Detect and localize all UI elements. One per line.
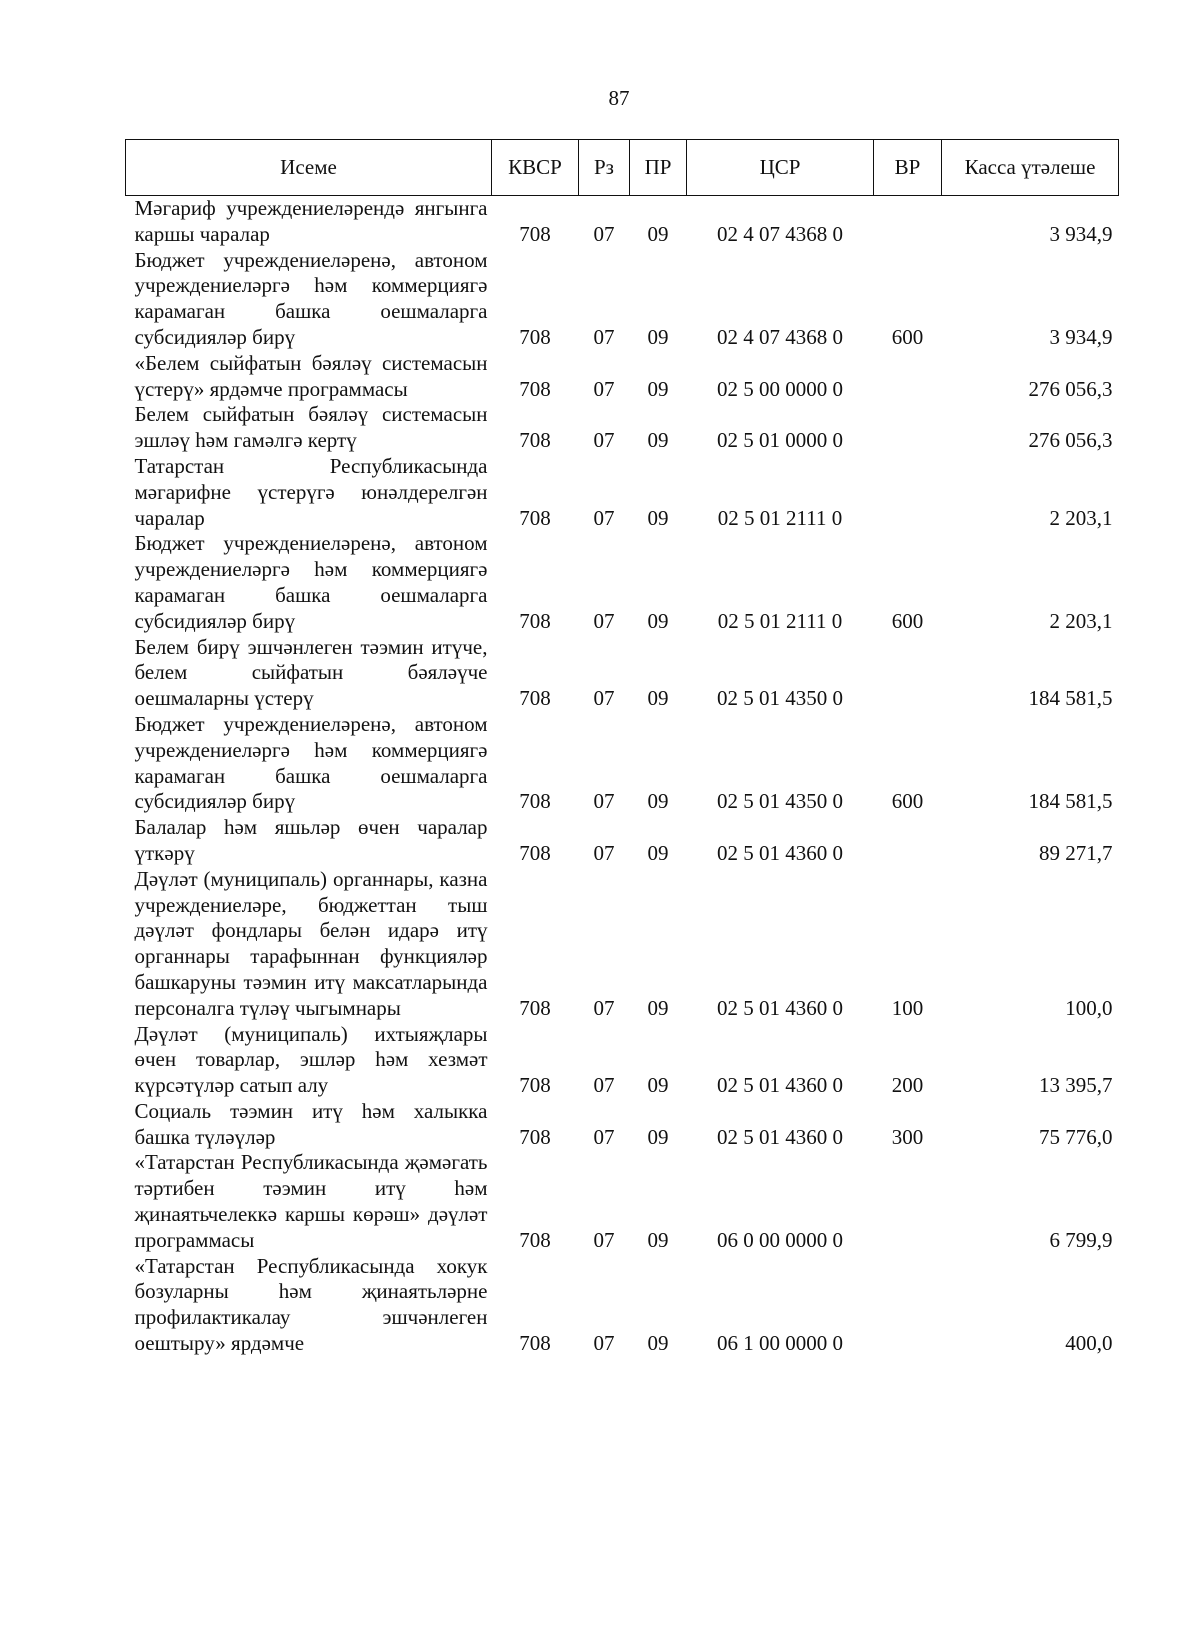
cell-sum: 276 056,3 bbox=[1028, 376, 1113, 401]
table-header bbox=[126, 140, 1119, 196]
cell-pr: 09 bbox=[647, 995, 669, 1020]
cell-kvsr: 708 bbox=[519, 376, 551, 401]
cell-pr: 09 bbox=[647, 221, 669, 246]
header-sum: Касса үтәлеше bbox=[942, 140, 1119, 196]
cell-sum: 184 581,5 bbox=[1028, 686, 1113, 711]
cell-pr: 09 bbox=[647, 376, 669, 401]
cell-vr bbox=[874, 1150, 942, 1253]
cell-kvsr: 708 bbox=[519, 428, 551, 453]
cell-vr bbox=[874, 454, 942, 531]
cell-csr: 06 1 00 0000 0 bbox=[717, 1331, 843, 1356]
cell-name: Бюджет учреждениеләренә, автоном учреждениеләргә һәм коммерциягә карамаган башка оешмаларга субсидияләр бирү bbox=[134, 247, 488, 349]
cell-rz: 07 bbox=[593, 840, 615, 865]
cell-vr: 600 bbox=[891, 789, 924, 814]
cell-pr: 09 bbox=[647, 840, 669, 865]
cell-name: Белем бирү эшчәнлеген тәэмин итүче, белем сыйфатын бәяләүче оешмаларны үстерү bbox=[134, 634, 488, 711]
cell-name: Дәүләт (муниципаль) ихтыяҗлары өчен товарлар, эшләр һәм хезмәт күрсәтүләр сатып алу bbox=[134, 1021, 488, 1098]
cell-name: Татарстан Республикасында мәгарифне үстерүгә юнәлдерелгән чаралар bbox=[134, 453, 488, 530]
table-row bbox=[126, 454, 1119, 531]
cell-rz: 07 bbox=[593, 686, 615, 711]
cell-pr: 09 bbox=[647, 686, 669, 711]
cell-name: Дәүләт (муниципаль) органнары, казна учреждениеләре, бюджеттан тыш дәүләт фондлары белән идарә итү органнары тарафыннан функцияләр башкаруны тәэмин итү максатларында персоналга түләү чыгымнары bbox=[134, 866, 488, 1020]
cell-kvsr: 708 bbox=[519, 505, 551, 530]
cell-pr: 09 bbox=[647, 1331, 669, 1356]
cell-name: «Татарстан Республикасында хокук бозуларны һәм җинаятьләрне профилактикалау эшчәнлеген оештыру» ярдәмче bbox=[134, 1253, 488, 1356]
table-row bbox=[126, 815, 1119, 867]
cell-csr: 02 5 01 4360 0 bbox=[717, 1073, 843, 1098]
cell-name: «Белем сыйфатын бәяләү системасын үстерү» ярдәмче программасы bbox=[134, 350, 488, 401]
table-row bbox=[126, 867, 1119, 1022]
cell-name: Балалар һәм яшьләр өчен чаралар үткәрү bbox=[134, 815, 488, 865]
cell-csr: 02 5 01 4360 0 bbox=[717, 1124, 843, 1149]
cell-rz: 07 bbox=[593, 789, 615, 814]
cell-sum: 3 934,9 bbox=[1049, 324, 1113, 349]
cell-rz: 07 bbox=[593, 1124, 615, 1149]
cell-pr: 09 bbox=[647, 1124, 669, 1149]
cell-pr: 09 bbox=[647, 1073, 669, 1098]
cell-csr: 02 4 07 4368 0 bbox=[717, 324, 843, 349]
header-rz: Рз bbox=[579, 140, 630, 196]
cell-sum: 75 776,0 bbox=[1039, 1124, 1113, 1149]
cell-csr: 02 5 01 2111 0 bbox=[717, 608, 843, 633]
cell-csr: 02 5 01 4360 0 bbox=[717, 840, 843, 865]
cell-pr: 09 bbox=[647, 505, 669, 530]
cell-kvsr: 708 bbox=[519, 221, 551, 246]
table-row bbox=[126, 635, 1119, 712]
cell-csr: 02 5 00 0000 0 bbox=[717, 376, 843, 401]
cell-csr: 02 5 01 4350 0 bbox=[717, 789, 843, 814]
cell-name: Бюджет учреждениеләренә, автоном учреждениеләргә һәм коммерциягә карамаган башка оешмаларга субсидияләр бирү bbox=[134, 711, 488, 814]
cell-sum: 2 203,1 bbox=[1049, 608, 1113, 633]
cell-kvsr: 708 bbox=[519, 1124, 551, 1149]
cell-vr bbox=[874, 635, 942, 712]
cell-rz: 07 bbox=[593, 1073, 615, 1098]
header-kvsr: КВСР bbox=[492, 140, 579, 196]
cell-vr: 300 bbox=[891, 1124, 924, 1149]
cell-kvsr: 708 bbox=[519, 1331, 551, 1356]
cell-csr: 06 0 00 0000 0 bbox=[717, 1227, 843, 1252]
cell-vr: 600 bbox=[891, 608, 924, 633]
cell-pr: 09 bbox=[647, 428, 669, 453]
cell-csr: 02 5 01 2111 0 bbox=[717, 505, 843, 530]
cell-sum: 400,0 bbox=[1065, 1331, 1113, 1356]
table-row bbox=[126, 351, 1119, 403]
cell-vr bbox=[874, 1254, 942, 1357]
cell-csr: 02 5 01 4360 0 bbox=[717, 995, 843, 1020]
cell-sum: 184 581,5 bbox=[1028, 789, 1113, 814]
table-row bbox=[126, 1254, 1119, 1357]
cell-vr bbox=[874, 351, 942, 403]
table-row bbox=[126, 1150, 1119, 1253]
cell-vr: 200 bbox=[891, 1073, 924, 1098]
table-row bbox=[126, 196, 1119, 248]
cell-csr: 02 5 01 0000 0 bbox=[717, 428, 843, 453]
header-name: Исеме bbox=[126, 140, 492, 196]
cell-rz: 07 bbox=[593, 995, 615, 1020]
cell-kvsr: 708 bbox=[519, 324, 551, 349]
cell-rz: 07 bbox=[593, 608, 615, 633]
table-row bbox=[126, 712, 1119, 815]
cell-sum: 3 934,9 bbox=[1049, 221, 1113, 246]
cell-rz: 07 bbox=[593, 428, 615, 453]
cell-name: Социаль тәэмин итү һәм халыкка башка түләүләр bbox=[134, 1098, 488, 1149]
table-row bbox=[126, 248, 1119, 351]
cell-pr: 09 bbox=[647, 1227, 669, 1252]
cell-csr: 02 4 07 4368 0 bbox=[717, 221, 843, 246]
cell-pr: 09 bbox=[647, 608, 669, 633]
table-row bbox=[126, 1099, 1119, 1151]
cell-kvsr: 708 bbox=[519, 1227, 551, 1252]
cell-rz: 07 bbox=[593, 221, 615, 246]
cell-csr: 02 5 01 4350 0 bbox=[717, 686, 843, 711]
header-vr: ВР bbox=[874, 140, 942, 196]
cell-kvsr: 708 bbox=[519, 608, 551, 633]
header-csr: ЦСР bbox=[687, 140, 874, 196]
cell-sum: 13 395,7 bbox=[1039, 1073, 1113, 1098]
cell-rz: 07 bbox=[593, 1227, 615, 1252]
budget-table bbox=[125, 139, 1119, 1357]
cell-vr bbox=[874, 815, 942, 867]
cell-sum: 6 799,9 bbox=[1049, 1227, 1113, 1252]
table-row bbox=[126, 531, 1119, 634]
cell-kvsr: 708 bbox=[519, 995, 551, 1020]
cell-kvsr: 708 bbox=[519, 1073, 551, 1098]
cell-vr: 600 bbox=[891, 324, 924, 349]
cell-rz: 07 bbox=[593, 1331, 615, 1356]
cell-vr bbox=[874, 196, 942, 248]
header-pr: ПР bbox=[630, 140, 687, 196]
cell-rz: 07 bbox=[593, 376, 615, 401]
cell-pr: 09 bbox=[647, 324, 669, 349]
cell-pr: 09 bbox=[647, 789, 669, 814]
table-row bbox=[126, 402, 1119, 454]
cell-name: «Татарстан Республикасында җәмәгать тәртибен тәэмин итү һәм җинаятьчелеккә каршы көрәш» дәүләт программасы bbox=[134, 1150, 488, 1252]
cell-vr: 100 bbox=[891, 995, 924, 1020]
cell-sum: 100,0 bbox=[1065, 995, 1113, 1020]
cell-sum: 276 056,3 bbox=[1028, 428, 1113, 453]
cell-name: Белем сыйфатын бәяләү системасын эшләү һәм гамәлгә кертү bbox=[134, 402, 488, 453]
cell-rz: 07 bbox=[593, 505, 615, 530]
table-body bbox=[126, 196, 1119, 1357]
cell-kvsr: 708 bbox=[519, 686, 551, 711]
table-row bbox=[126, 1022, 1119, 1099]
cell-kvsr: 708 bbox=[519, 840, 551, 865]
cell-vr bbox=[874, 402, 942, 454]
cell-sum: 89 271,7 bbox=[1039, 840, 1113, 865]
cell-kvsr: 708 bbox=[519, 789, 551, 814]
page-number: 87 bbox=[608, 86, 630, 110]
cell-rz: 07 bbox=[593, 324, 615, 349]
cell-name: Мәгариф учреждениеләрендә янгынга каршы чаралар bbox=[134, 196, 488, 246]
cell-sum: 2 203,1 bbox=[1049, 505, 1113, 530]
cell-name: Бюджет учреждениеләренә, автоном учреждениеләргә һәм коммерциягә карамаган башка оешмаларга субсидияләр бирү bbox=[134, 531, 488, 633]
